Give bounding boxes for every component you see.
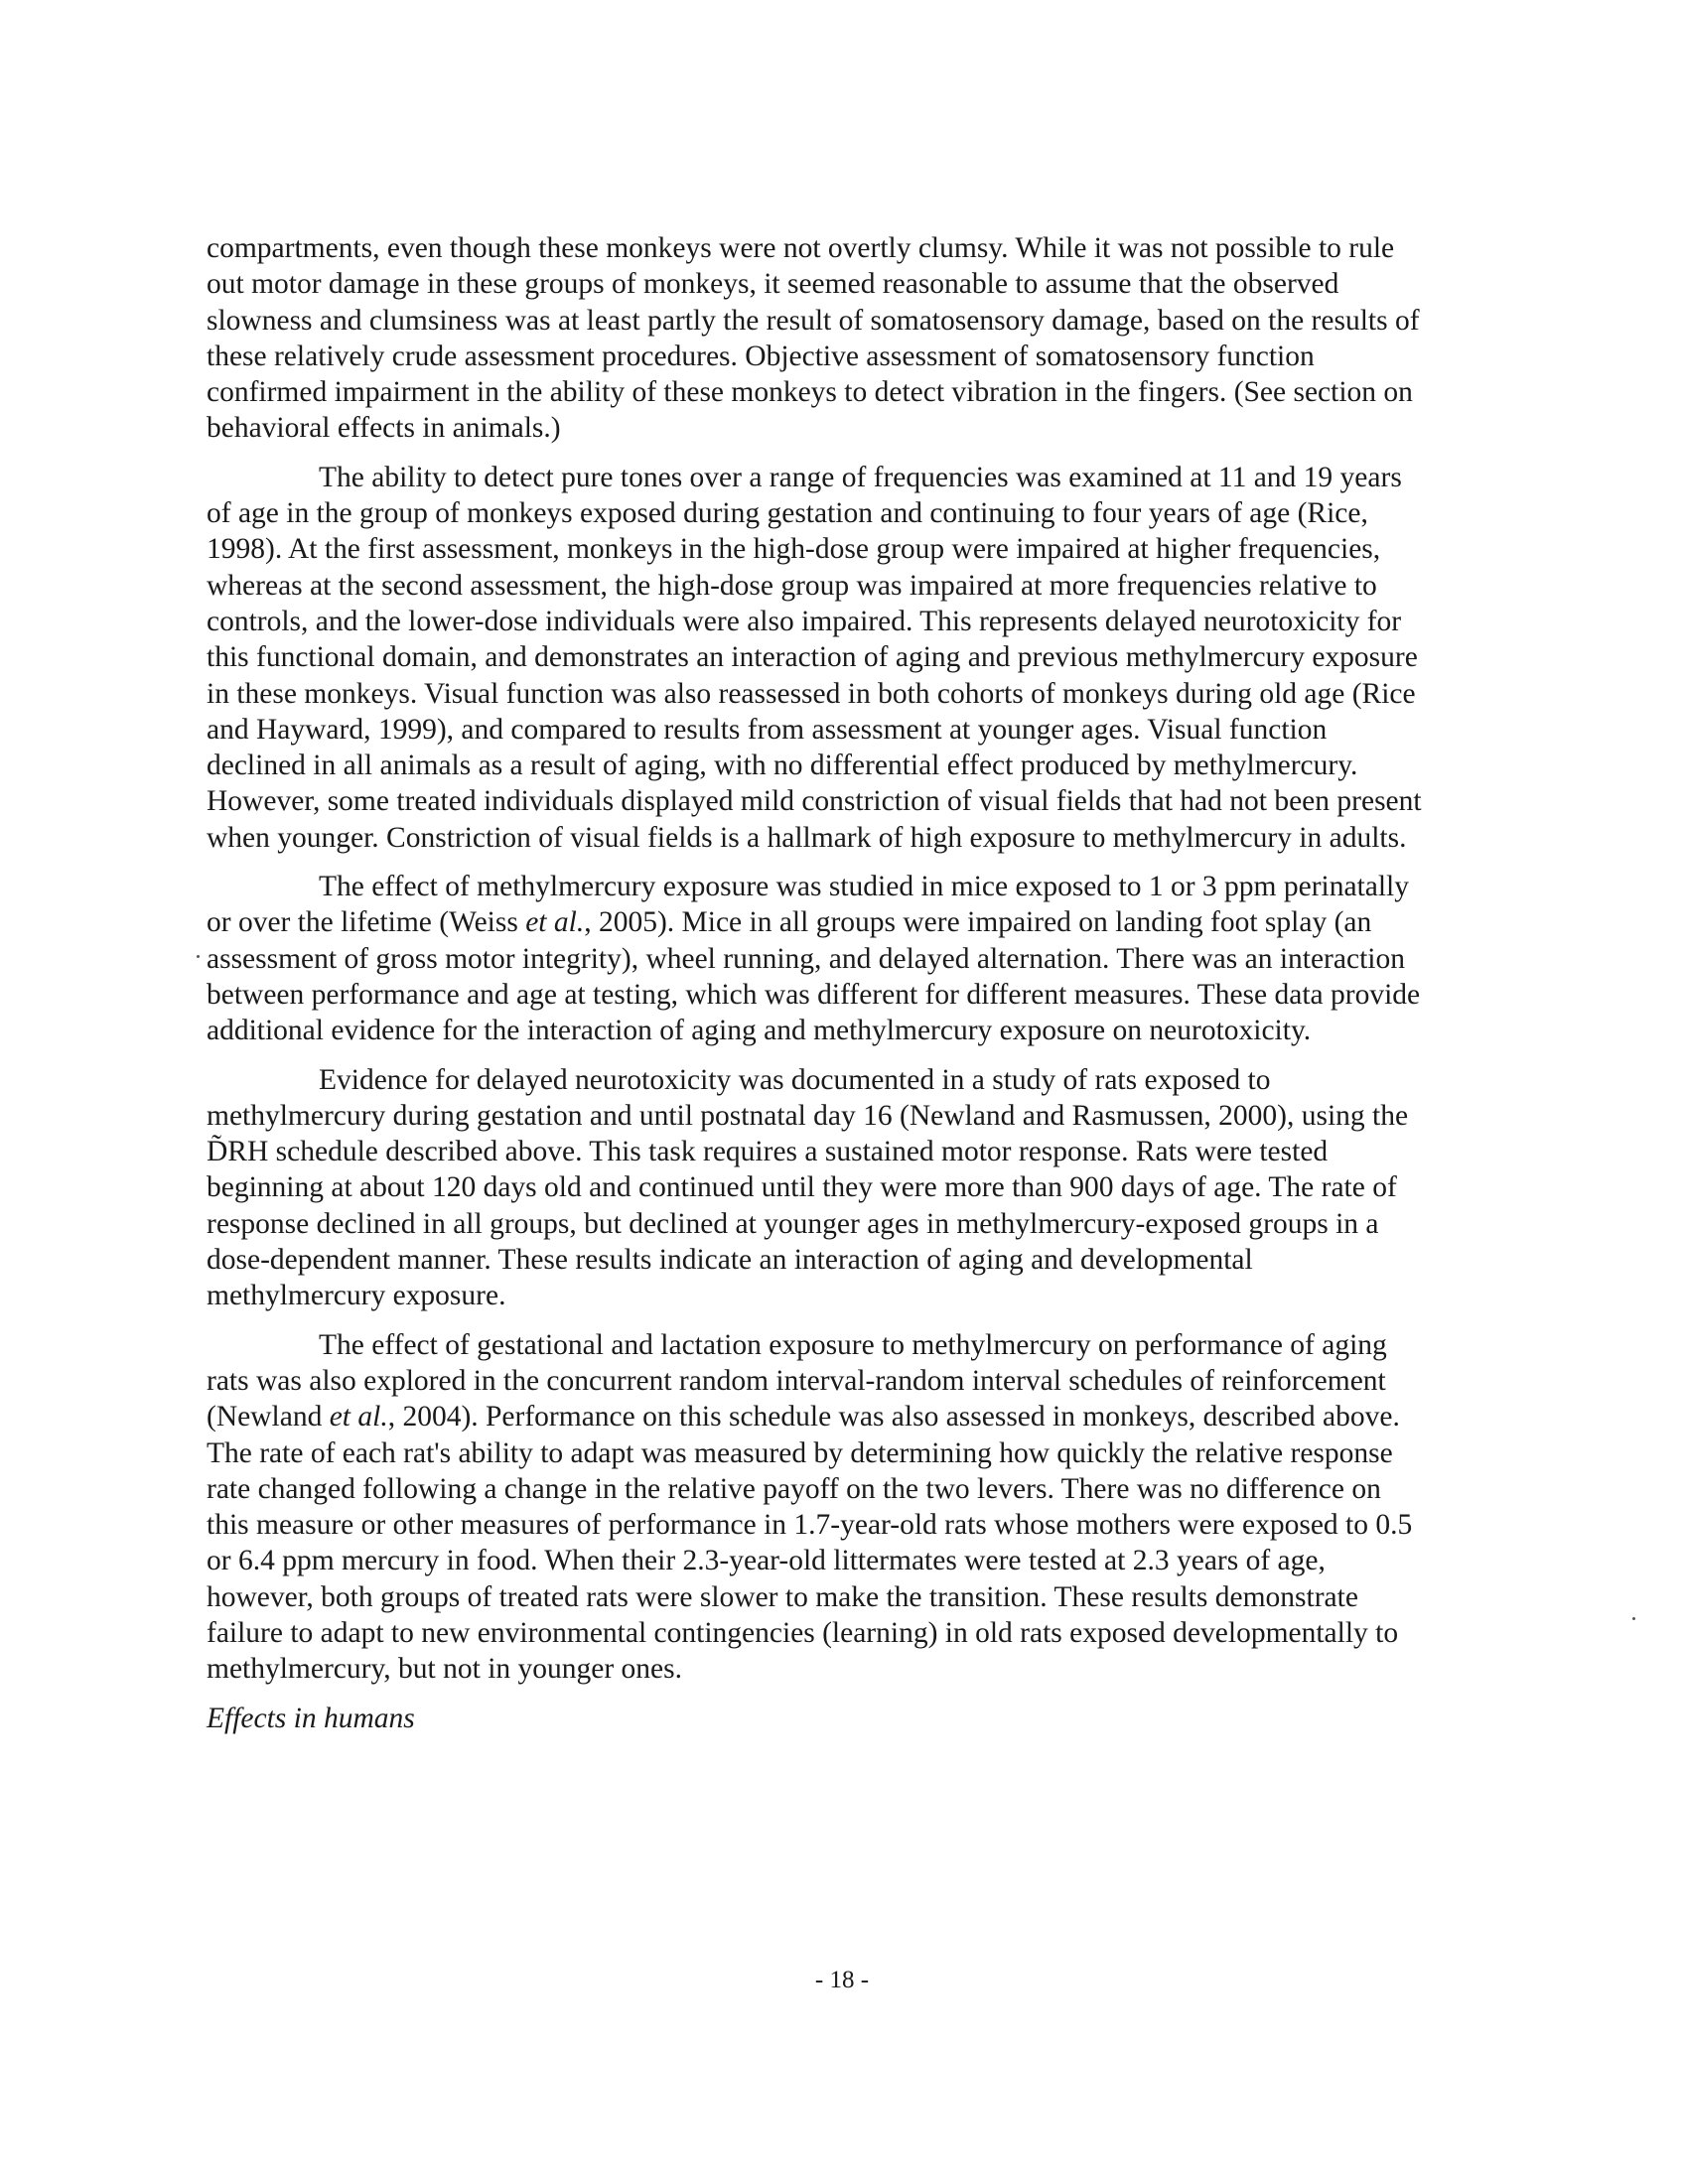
italic-citation: et al. (329, 1401, 388, 1433)
paragraph-3 (207, 869, 1428, 1048)
text-segment: , 2005). Mice in all groups were impaired on landing foot splay (an assessment of gross motor integrity), wheel running, and delayed alternation. There was an interaction between performance and age at testing, which was different for different measures. These data provide additional evidence for the interaction of aging and methylmercury exposure on neurotoxicity. (207, 906, 1421, 1047)
text-segment: The effect of gestational and lactation exposure to methylmercury on performance of aging rats was also explored in the concurrent random interval-random interval schedules of reinforcement (Newland (207, 1328, 1387, 1433)
text-segment: The ability to detect pure tones over a range of frequencies was examined at 11 and 19 years of age in the group of monkeys exposed during gestation and continuing to four years of age (Rice, 1998). At the first assessment, monkeys in the high-dose group were impaired at higher frequencies, whereas at the second assessment, the high-dose group was impaired at more frequencies relative to controls, and the lower-dose individuals were also impaired. This represents delayed neurotoxicity for this functional domain, and demonstrates an interaction of aging and previous methylmercury exposure in these monkeys. Visual function was also reassessed in both cohorts of monkeys during old age (Rice and Hayward, 1999), and compared to results from assessment at younger ages. Visual function declined in all animals as a result of aging, with no differential effect produced by methylmercury. However, some treated individuals displayed mild constriction of visual fields that had not been present when younger. Constriction of visual fields is a hallmark of high exposure to methylmercury in adults. (207, 461, 1422, 854)
page-number: - 18 - (814, 1967, 870, 1993)
text-segment: The effect of methylmercury exposure was studied in mice exposed to 1 or 3 ppm perinatally or over the lifetime (Weiss (207, 871, 1409, 939)
body-text (207, 230, 1428, 1736)
italic-citation: et al. (525, 906, 585, 939)
section-heading: Effects in humans (207, 1702, 415, 1734)
scan-speck (197, 955, 200, 958)
paragraph-1 (207, 230, 1428, 447)
paragraph-2 (207, 460, 1428, 856)
scan-speck (1632, 1617, 1635, 1620)
text-segment: Evidence for delayed neurotoxicity was documented in a study of rats exposed to methylmercury during gestation and until postnatal day 16 (Newland and Rasmussen, 2000), using the D̃RH schedule described above. This task requires a sustained motor response. Rats were tested beginning at about 120 days old and continued until they were more than 900 days of age. The rate of response declined in all groups, but declined at younger ages in methylmercury-exposed groups in a dose-dependent manner. These results indicate an interaction of aging and developmental methylmercury exposure. (207, 1063, 1409, 1312)
text-segment: , 2004). Performance on this schedule was also assessed in monkeys, described above. The rate of each rat's ability to adapt was measured by determining how quickly the relative response rate changed following a change in the relative payoff on the two levers. There was no difference on this measure or other measures of performance in 1.7-year-old rats whose mothers were exposed to 0.5 or 6.4 ppm mercury in food. When their 2.3-year-old littermates were tested at 2.3 years of age, however, both groups of treated rats were slower to make the transition. These results demonstrate failure to adapt to new environmental contingencies (learning) in old rats exposed developmentally to methylmercury, but not in younger ones. (207, 1401, 1413, 1686)
text-segment: compartments, even though these monkeys were not overtly clumsy. While it was not possible to rule out motor damage in these groups of monkeys, it seemed reasonable to assume that the observed slowness and clumsiness was at least partly the result of somatosensory damage, based on the results of these relatively crude assessment procedures. Objective assessment of somatosensory function confirmed impairment in the ability of these monkeys to detect vibration in the fingers. (See section on behavioral effects in animals.) (207, 232, 1420, 445)
paragraph-4 (207, 1062, 1428, 1314)
paragraph-5 (207, 1327, 1428, 1688)
